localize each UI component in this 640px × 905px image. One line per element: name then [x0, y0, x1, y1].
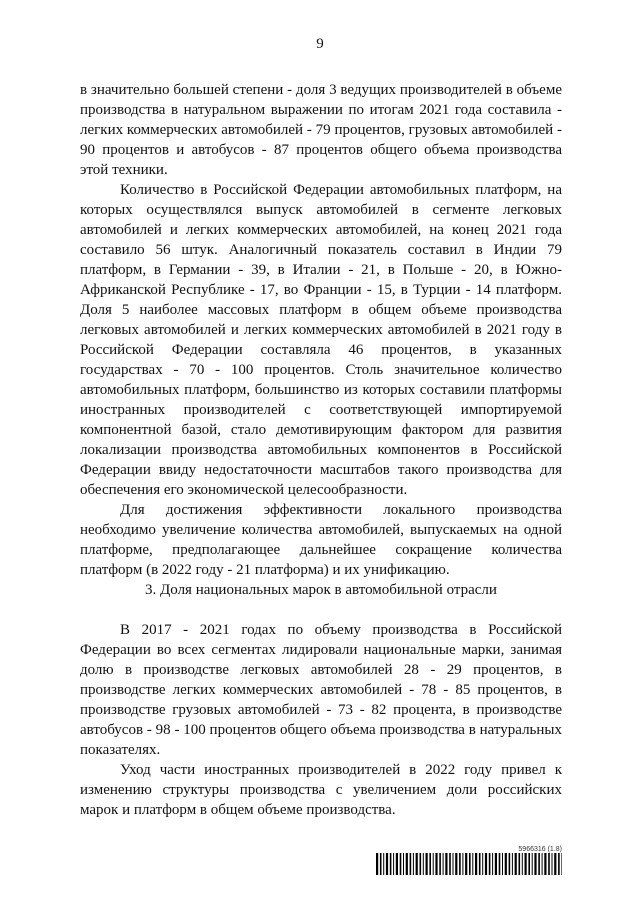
barcode-label: 5966316 (1.8) [518, 846, 562, 853]
barcode-bar [502, 853, 503, 875]
barcode-bar [390, 853, 392, 875]
barcode-bar [505, 853, 507, 875]
barcode-bar [548, 853, 550, 875]
barcode-bar [472, 853, 473, 875]
barcode-bar [485, 853, 487, 875]
barcode-bar [528, 853, 530, 875]
barcode-bar [499, 853, 501, 875]
barcode-bar [525, 853, 527, 875]
barcode-bar [376, 853, 378, 875]
barcode-bar [449, 853, 451, 875]
barcode-bar [416, 853, 418, 875]
barcode-bar [479, 853, 481, 875]
barcode-bar [413, 853, 414, 875]
barcode-bar [459, 853, 461, 875]
barcode-bar [435, 853, 437, 875]
barcode-bar [561, 853, 562, 875]
page-number: 9 [316, 36, 324, 52]
barcode-bar [538, 853, 540, 875]
barcode-bar [475, 853, 477, 875]
barcode-bar [519, 853, 521, 875]
barcode-bar [515, 853, 517, 875]
barcode-bar [380, 853, 382, 875]
barcode-bar [426, 853, 428, 875]
barcode-bar [406, 853, 408, 875]
barcode-bar [433, 853, 434, 875]
barcode-bar [544, 853, 546, 875]
paragraph: Количество в Российской Федерации автомобильных платформ, на которых осуществлялся выпуск автомобилей в сегменте легковых автомобилей и легких коммерческих автомобилей, на конец 2021 года составило 56 штук. Аналогичный показатель составил в Индии 79 платформ, в Германии - 39, в Италии - 21, в Польше - 20, в Южно-Африканской Республике - 17, во Франции - 15, в Турции - 14 платформ. Доля 5 наиболее массовых платформ в общем объеме производства легковых автомобилей и легких коммерческих автомобилей в 2021 году в Российской Федерации составляла 46 процентов, в указанных государствах - 70 - 100 процентов. Столь значительное количество автомобильных платформ, большинство из которых составили платформы иностранных производителей с соответствующей импортируемой компонентной базой, стало демотивирующим фактором для развития локализации производства автомобильных компонентов в Российской Федерации ввиду недостаточности масштабов такого производства для обеспечения его экономической целесообразности. [80, 182, 562, 498]
barcode-bar [554, 853, 556, 875]
paragraph: Для достижения эффективности локального производства необходимо увеличение количества автомобилей, выпускаемых на одной платформе, предполагающее дальнейшее сокращение количества платформ (в 2022 году - 21 платформа) и их унификацию. [80, 502, 562, 578]
barcode-bar [522, 853, 523, 875]
text-block-2 [80, 620, 562, 820]
barcode-bar [396, 853, 398, 875]
barcode-bar [512, 853, 513, 875]
barcode-bar [489, 853, 491, 875]
barcode-bar [393, 853, 394, 875]
barcode-bar [386, 853, 388, 875]
barcode-bar [429, 853, 431, 875]
barcode-bar [469, 853, 471, 875]
barcode-bar [558, 853, 560, 875]
barcode-bar [534, 853, 536, 875]
barcode-bar [492, 853, 493, 875]
barcode-bar [482, 853, 483, 875]
paragraph: Уход части иностранных производителей в 2022 году привел к изменению структуры производства с увеличением доли российских марок и платформ в общем объеме производства. [80, 762, 562, 818]
text-block-1 [80, 80, 562, 580]
barcode-image [376, 853, 562, 875]
barcode-bar [542, 853, 543, 875]
barcode-bar [532, 853, 533, 875]
barcode-bar [462, 853, 463, 875]
section-heading: 3. Доля национальных марок в автомобильной отрасли [145, 582, 497, 598]
barcode-bar [420, 853, 422, 875]
barcode-bar [445, 853, 447, 875]
barcode-bar [423, 853, 424, 875]
barcode-bar [403, 853, 404, 875]
barcode-bar [465, 853, 467, 875]
barcode-bar [400, 853, 402, 875]
barcode-bar [455, 853, 457, 875]
paragraph: В 2017 - 2021 годах по объему производства в Российской Федерации во всех сегментах лидировали национальные марки, занимая долю в производстве легковых автомобилей 28 - 29 процентов, в производстве легких коммерческих автомобилей - 78 - 85 процентов, в производстве грузовых автомобилей - 73 - 82 процента, в производстве автобусов - 98 - 100 процентов общего объема производства в натуральных показателях. [80, 622, 562, 758]
barcode-bar [552, 853, 553, 875]
barcode-bar [383, 853, 384, 875]
barcode-bar [439, 853, 441, 875]
barcode-bar [410, 853, 412, 875]
barcode-bar [443, 853, 444, 875]
barcode-bar [509, 853, 511, 875]
paragraph: в значительно большей степени - доля 3 ведущих производителей в объеме производства в натуральном выражении по итогам 2021 года составила - легких коммерческих автомобилей - 79 процентов, грузовых автомобилей - 90 процентов и автобусов - 87 процентов общего объема производства этой техники. [80, 82, 562, 178]
barcode-bar [495, 853, 497, 875]
barcode-bar [453, 853, 454, 875]
